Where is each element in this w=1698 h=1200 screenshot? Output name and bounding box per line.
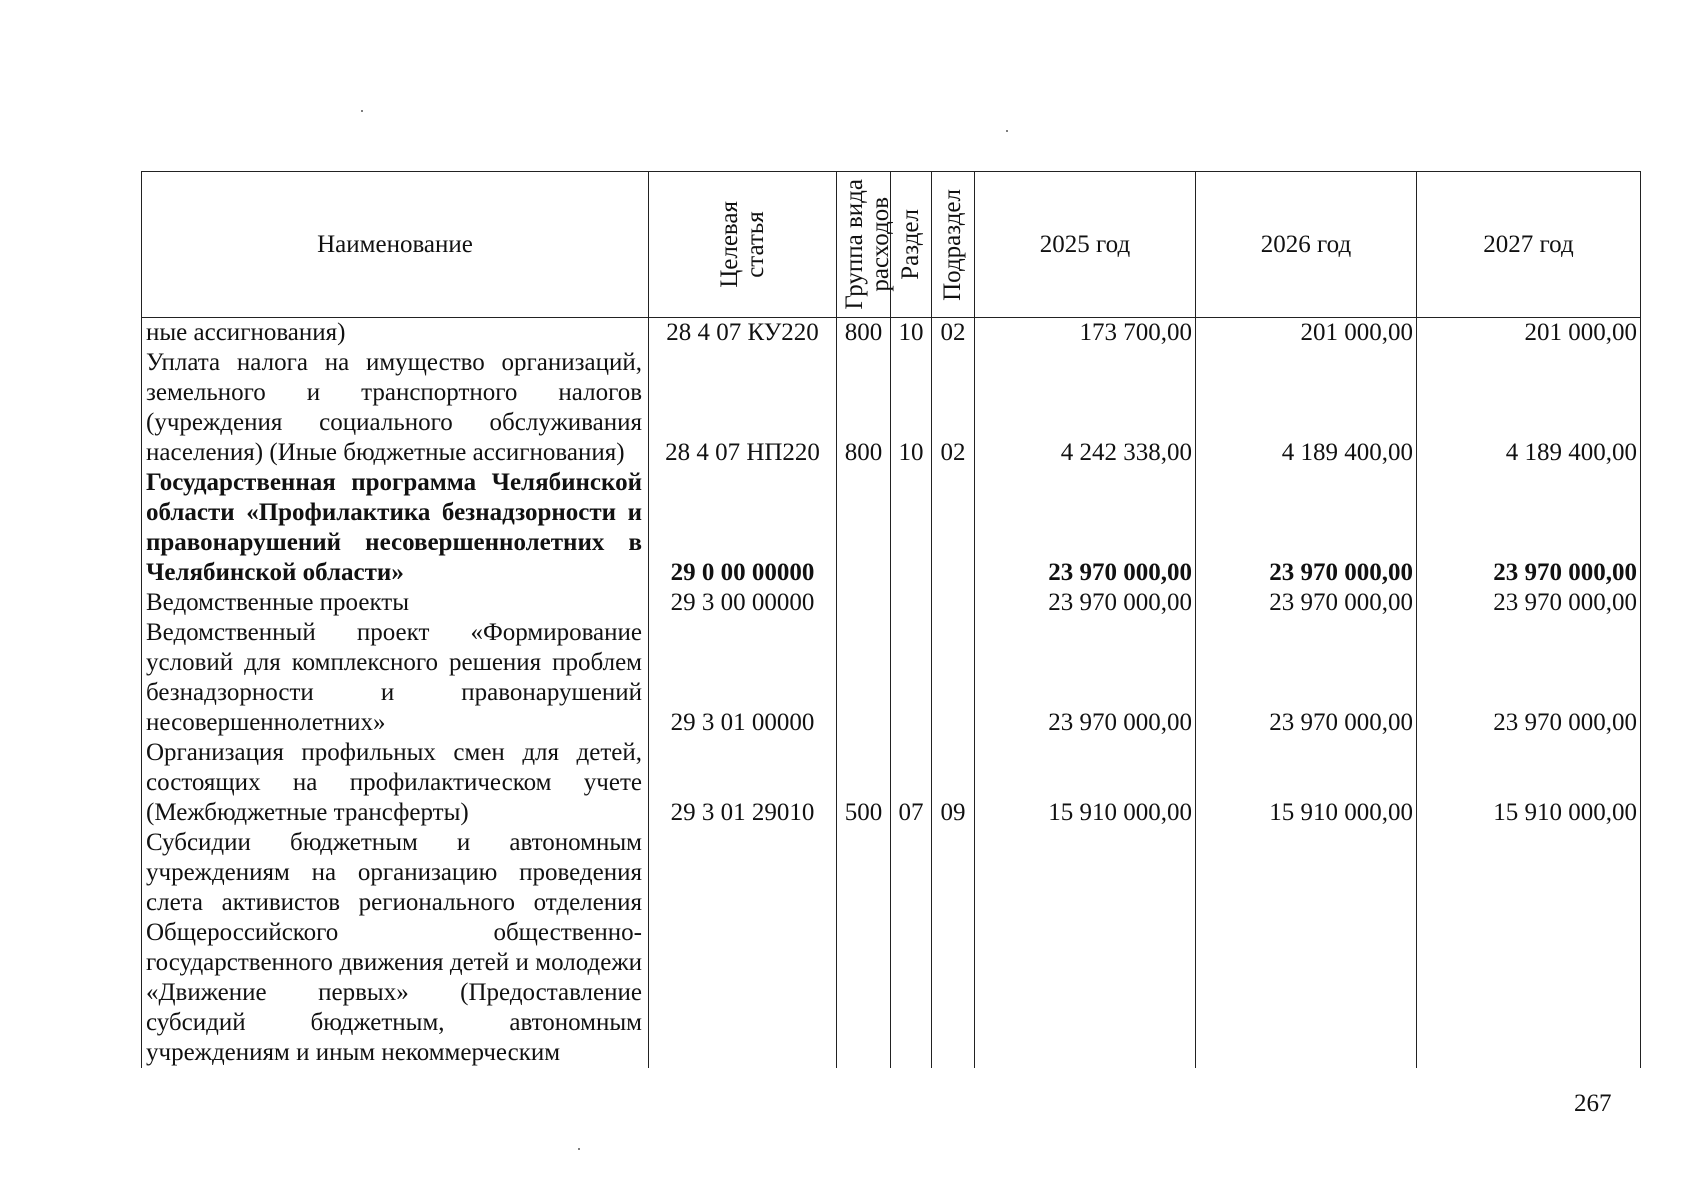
cell-2025: 173 700,00 — [975, 318, 1196, 349]
cell-expense-group — [837, 828, 891, 1068]
cell-target-code: 28 4 07 НП220 — [649, 348, 837, 468]
cell-expense-group: 800 — [837, 348, 891, 468]
header-2026: 2026 год — [1196, 172, 1417, 318]
cell-subsection — [932, 828, 975, 1068]
cell-2027 — [1417, 828, 1641, 1068]
cell-section: 10 — [891, 318, 932, 349]
cell-target-code: 29 3 01 00000 — [649, 618, 837, 738]
cell-target-code: 29 0 00 00000 — [649, 468, 837, 588]
header-name: Наименование — [142, 172, 649, 318]
table-row — [142, 738, 1641, 828]
scan-speck — [578, 1148, 580, 1150]
header-2025: 2025 год — [975, 172, 1196, 318]
cell-expense-group — [837, 588, 891, 618]
cell-2025: 23 970 000,00 — [975, 468, 1196, 588]
cell-target-code: 29 3 00 00000 — [649, 588, 837, 618]
cell-section — [891, 468, 932, 588]
table-row — [142, 588, 1641, 618]
cell-expense-group: 500 — [837, 738, 891, 828]
cell-name: Уплата налога на имущество организаций, земельного и транспортного налогов (учреждения социального обслуживания населения) (Иные бюджетные ассигнования) — [142, 348, 649, 468]
table-row — [142, 468, 1641, 588]
table-row — [142, 618, 1641, 738]
cell-subsection: 02 — [932, 318, 975, 349]
cell-subsection: 09 — [932, 738, 975, 828]
cell-subsection: 02 — [932, 348, 975, 468]
header-subsection: Подраздел — [932, 172, 975, 318]
cell-expense-group: 800 — [837, 318, 891, 349]
cell-2025: 4 242 338,00 — [975, 348, 1196, 468]
cell-2026: 4 189 400,00 — [1196, 348, 1417, 468]
cell-2025: 23 970 000,00 — [975, 618, 1196, 738]
cell-subsection — [932, 618, 975, 738]
page-number: 267 — [1574, 1090, 1612, 1117]
cell-section: 07 — [891, 738, 932, 828]
table-row — [142, 828, 1641, 1068]
cell-2026: 23 970 000,00 — [1196, 588, 1417, 618]
cell-2025: 15 910 000,00 — [975, 738, 1196, 828]
cell-2027: 23 970 000,00 — [1417, 588, 1641, 618]
cell-2026: 23 970 000,00 — [1196, 618, 1417, 738]
table-body — [142, 318, 1641, 1069]
cell-name: Ведомственный проект «Формирование условий для комплексного решения проблем безнадзорности и правонарушений несовершеннолетних» — [142, 618, 649, 738]
cell-2027: 201 000,00 — [1417, 318, 1641, 349]
cell-2025 — [975, 828, 1196, 1068]
cell-2027: 15 910 000,00 — [1417, 738, 1641, 828]
cell-section: 10 — [891, 348, 932, 468]
cell-target-code: 28 4 07 КУ220 — [649, 318, 837, 349]
cell-section — [891, 618, 932, 738]
table-header-row — [142, 172, 1641, 318]
cell-name: Государственная программа Челябинской области «Профилактика безнадзорности и правонарушений несовершеннолетних в Челябинской области» — [142, 468, 649, 588]
cell-expense-group — [837, 468, 891, 588]
header-section: Раздел — [891, 172, 932, 318]
cell-2026 — [1196, 828, 1417, 1068]
header-2027: 2027 год — [1417, 172, 1641, 318]
cell-section — [891, 588, 932, 618]
cell-2027: 4 189 400,00 — [1417, 348, 1641, 468]
cell-target-code — [649, 828, 837, 1068]
cell-name: Организация профильных смен для детей, состоящих на профилактическом учете (Межбюджетные трансферты) — [142, 738, 649, 828]
cell-expense-group — [837, 618, 891, 738]
cell-2025: 23 970 000,00 — [975, 588, 1196, 618]
cell-target-code: 29 3 01 29010 — [649, 738, 837, 828]
cell-name: Ведомственные проекты — [142, 588, 649, 618]
cell-2026: 23 970 000,00 — [1196, 468, 1417, 588]
cell-2026: 15 910 000,00 — [1196, 738, 1417, 828]
header-target: Целевая статья — [649, 172, 837, 318]
cell-2027: 23 970 000,00 — [1417, 468, 1641, 588]
cell-2027: 23 970 000,00 — [1417, 618, 1641, 738]
cell-subsection — [932, 588, 975, 618]
cell-section — [891, 828, 932, 1068]
scan-speck — [1006, 130, 1008, 132]
cell-subsection — [932, 468, 975, 588]
table-row — [142, 318, 1641, 349]
budget-table — [141, 171, 1641, 1068]
cell-name: ные ассигнования) — [142, 318, 649, 349]
cell-name: Субсидии бюджетным и автономным учреждениям на организацию проведения слета активистов регионального отделения Общероссийского общественно-государственного движения детей и молодежи «Движение первых» (Предоставление субсидий бюджетным, автономным учреждениям и иным некоммерческим — [142, 828, 649, 1068]
table-row — [142, 348, 1641, 468]
header-group: Группа вида расходов — [837, 172, 891, 318]
scan-speck — [361, 110, 363, 112]
cell-2026: 201 000,00 — [1196, 318, 1417, 349]
